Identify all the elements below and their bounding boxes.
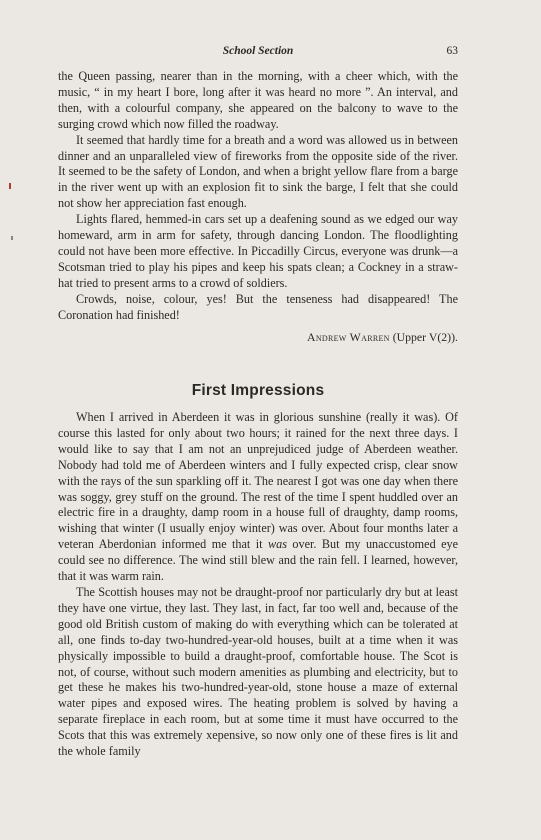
author-signature [58, 330, 458, 346]
paragraph: the Queen passing, nearer than in the morning, with a cheer which, with the music, “ in my heart I bore, long after it was heard no more ”. An interval, and then, with a colourful company, she appeared on the balcony to wave to the surging crowd which now filled the roadway. [58, 69, 458, 131]
paragraph: Crowds, noise, colour, yes! But the tenseness had disappeared! The Coronation had finished! [58, 291, 458, 322]
paragraph-text: over. But my unaccustomed eye could see no difference. The wind still blew and the rain fell. I learned, however, that it was warm rain. [58, 537, 459, 584]
paragraph: It seemed that hardly time for a breath and a word was allowed us in between dinner and an unparalleled view of fireworks from the opposite side of the river. It seemed to be the safety of London, and when a bright yellow flare from a barge in the river went up with an explosion fit to sink the barge, I felt that she could not show her appreciation fast enough. [58, 132, 458, 211]
paragraph: Lights flared, hemmed-in cars set up a deafening sound as we edged our way homeward, arm in arm for safety, through dancing London. The floodlighting could not have been more effective. In Piccadilly Circus, everyone was drunk—a Scotsman tried to play his pipes and keep his spats clean; a Cockney in a straw-hat tried to present arms to a crowd of soldiers. [58, 212, 458, 290]
paragraph-text: When I arrived in Aberdeen it was in glorious sunshine (really it was). Of course this lasted for only about two hours; it rained for the next three days. I would like to say that I am not an unprejudiced judge of Aberdeen weather. Nobody had told me of Aberdeen winters and I fully expected crisp, clear snow with the rays of the sun sparkling off it. The nearest I got was one day when there was soggy, grey stuff on the ground. The rest of the time I spent huddled over an electric fire in a draughty, damp room in a house full of draughty, damp rooms, wishing that winter (I usually enjoy winter) was over. About four months later a veteran Aberdonian informed me that it [58, 410, 458, 552]
running-title: School Section [222, 45, 294, 57]
first-impressions-text [58, 410, 458, 760]
page-number: 63 [446, 45, 458, 57]
coronation-article-text [58, 69, 458, 345]
paragraph: The Scottish houses may not be draught-proof nor particularly dry but at least they have one virtue, they last. They last, in fact, far too well and, because of the good old British custom of making do with everything which can be tolerated at all, one finds to-day two-hundred-year-old houses, built at a time when it was physically impossible to build a draught-proof, comfortable house. The Scot is not, of course, without such modern amenities as plumbing and electricity, but to get these he makes his two-hundred-year-old, stone house a maze of external water pipes and exposed wires. The heating problem is solved by having a separate fireplace in each room, but at some time it must have occurred to the Scots that this was extremely xepensive, so now only one of these fires is lit and the whole family [58, 584, 458, 759]
author-form: (Upper V(2)). [392, 329, 458, 344]
author-name: Andrew Warren [307, 329, 390, 344]
running-head [58, 45, 458, 61]
article-title: First Impressions [191, 382, 325, 399]
margin-mark [11, 236, 13, 240]
emphasis: was [268, 537, 287, 552]
paragraph [58, 410, 458, 585]
margin-mark [9, 183, 11, 189]
